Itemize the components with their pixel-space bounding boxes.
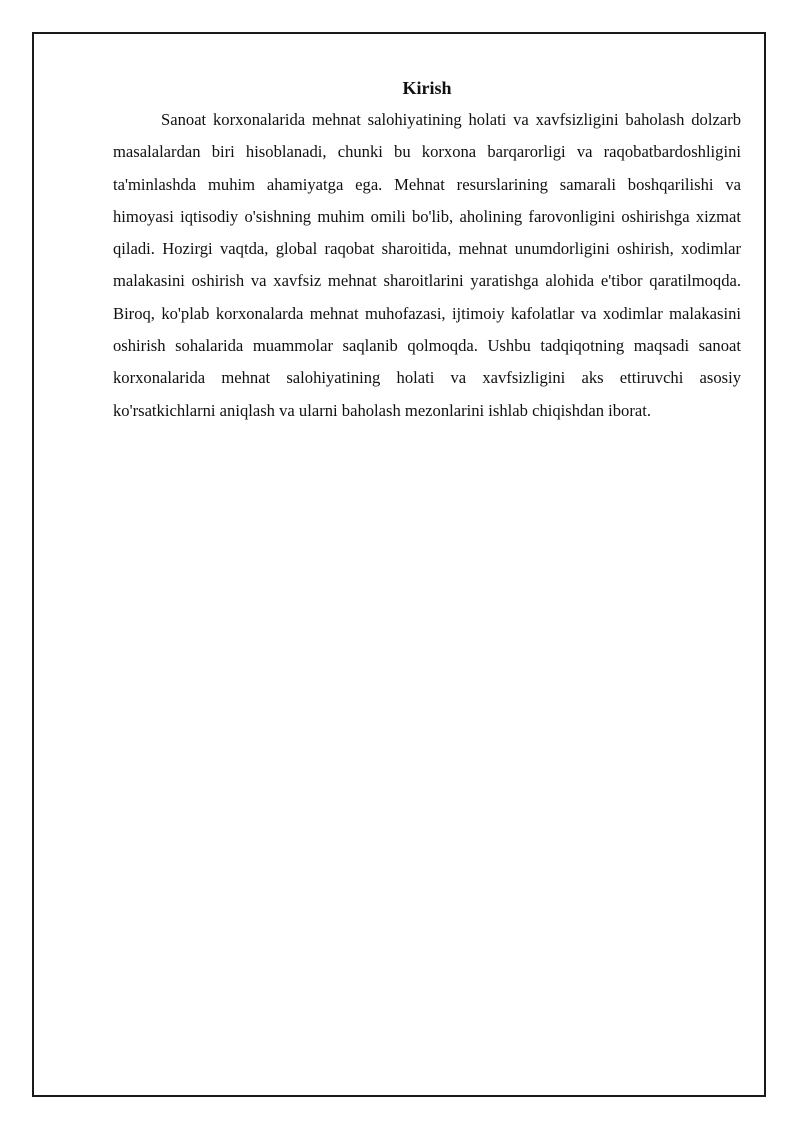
body-paragraph: Sanoat korxonalarida mehnat salohiyatining holati va xavfsizligini baholash dolzarb masalalardan biri hisoblanadi, chunki bu korxona barqarorligi va raqobatbardoshligini ta'minlashda muhim ahamiyatga ega. Mehnat resurslarining samarali boshqarilishi va himoyasi iqtisodiy o'sishning muhim omili bo'lib, aholining farovonligini oshirishga xizmat qiladi. Hozirgi vaqtda, global raqobat sharoitida, mehnat unumdorligini oshirish, xodimlar malakasini oshirish va xavfsiz mehnat sharoitlarini yaratishga alohida e'tibor qaratilmoqda. Biroq, ko'plab korxonalarda mehnat muhofazasi, ijtimoiy kafolatlar va xodimlar malakasini oshirish sohalarida muammolar saqlanib qolmoqda. Ushbu tadqiqotning maqsadi sanoat korxonalarida mehnat salohiyatining holati va xavfsizligini aks ettiruvchi asosiy ko'rsatkichlarni aniqlash va ularni baholash mezonlarini ishlab chiqishdan iborat.	[113, 110, 741, 420]
document-content	[113, 74, 741, 427]
page-title: Kirish	[402, 78, 452, 98]
